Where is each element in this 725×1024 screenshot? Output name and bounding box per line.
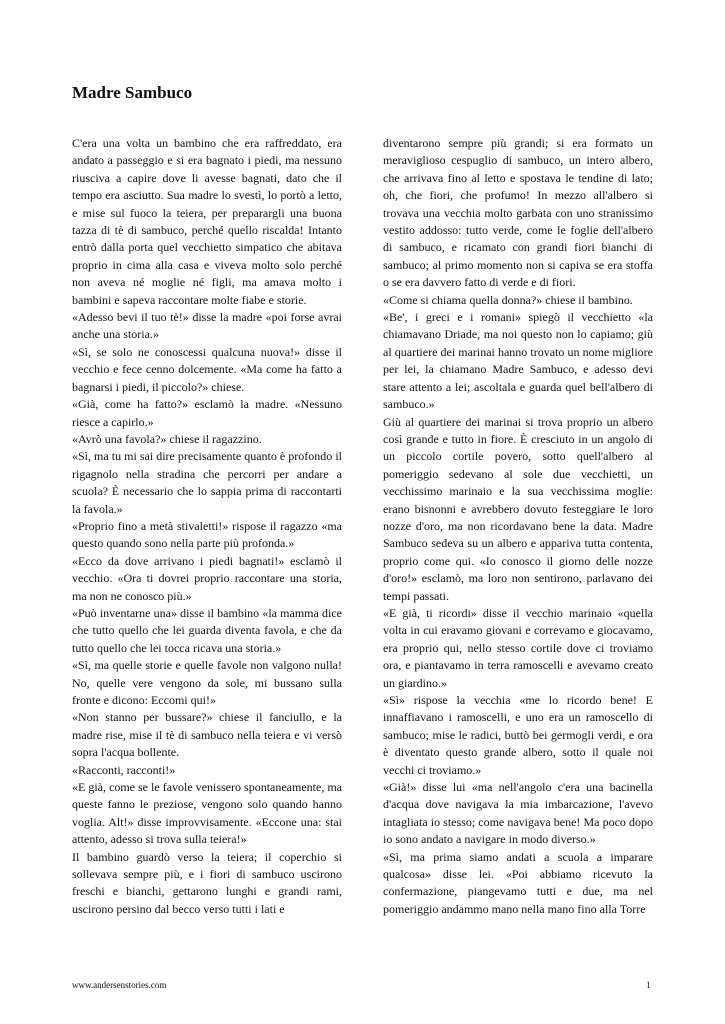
page-title: Madre Sambuco (72, 83, 193, 102)
paragraph: «Racconti, racconti!» (72, 762, 176, 777)
paragraph: «Sì, ma prima siamo andati a scuola a imparare qualcosa» disse lei. «Poi abbiamo ricevuto la confermazione, piangevamo tutti e due, ma nel pomeriggio andammo mano nella mano fino alla Torre (383, 849, 653, 916)
page-number: 1 (646, 980, 651, 990)
paragraph: diventarono sempre più grandi; si era formato un meraviglioso cespuglio di sambuco, un intero albero, che arrivava fino al letto e spostava le tendine di lato; oh, che fiori, che profumo! In mezzo all'albero si trovava una vecchia molto garbata con uno stranissimo vestito addosso: tutto verde, come le foglie dell'albero di sambuco, e ricamato con grandi fiori bianchi di sambuco; al primo momento non si capiva se era stoffa o se era davvero fatto di verde e di fiori. (383, 136, 653, 290)
right-column (383, 135, 653, 925)
paragraph: «Avrò una favola?» chiese il ragazzino. (72, 431, 262, 446)
paragraph: Il bambino guardò verso la teiera; il coperchio si sollevava sempre più, e i fiori di sambuco uscirono freschi e bianchi, gettarono lunghi e grandi rami, uscirono persino dal becco verso tutti i lati e (72, 849, 342, 916)
paragraph: «Sì, se solo ne conoscessi qualcuna nuova!» disse il vecchio e fece cenno dolcemente. «Ma come ha fatto a bagnarsi i piedi, il piccolo?» chiese. (72, 344, 342, 394)
paragraph: «Be', i greci e i romani» spiegò il vecchietto «la chiamavano Driade, ma noi questo non lo capiamo; giù al quartiere dei marinai hanno trovato un nome migliore per lei, la chiamano Madre Sambuco, e adesso devi stare attento a lei; ascoltala e guarda quel bell'albero di sambuco.» (383, 310, 653, 412)
paragraph: «Come si chiama quella donna?» chiese il bambino. (383, 292, 633, 307)
paragraph: «Sì, ma quelle storie e quelle favole non valgono nulla! No, quelle vere vengono da sole, mi bussano sulla fronte e dicono: Eccomi qui!» (72, 658, 342, 707)
footer-website: www.andersenstories.com (72, 980, 167, 990)
paragraph: «Già!» disse lui «ma nell'angolo c'era una bacinella d'acqua dove navigava la mia imbarcazione, l'avevo intagliata io stesso; come navigava bene! Ma poco dopo io sono andato a navigare in modo diverso.» (383, 780, 653, 847)
paragraph: «E già, ti ricordi» disse il vecchio marinaio «quella volta in cui eravamo giovani e correvamo e giocavamo, era proprio qui, nello stesso cortile dove ci troviamo ora, e piantavamo in terra ramoscelli e avevamo creato un giardino.» (383, 605, 653, 690)
left-column (72, 135, 342, 925)
paragraph: «Adesso bevi il tuo tè!» disse la madre «poi forse avrai anche una storia.» (72, 310, 342, 342)
paragraph: «Già, come ha fatto?» esclamò la madre. «Nessuno riesce a capirlo.» (72, 397, 342, 429)
paragraph: «Proprio fino a metà stivaletti!» rispose il ragazzo «ma questo quando sono nella parte più profonda.» (72, 518, 342, 551)
paragraph: «Sì» rispose la vecchia «me lo ricordo bene! E innaffiavano i ramoscelli, e uno era un ramoscello di sambuco; mise le radici, buttò bei germogli verdi, e ora è diventato questo grande albero, sotto il quale noi vecchi ci troviamo.» (383, 693, 653, 777)
paragraph: «Ecco da dove arrivano i piedi bagnati!» esclamò il vecchio. «Ora ti dovrei proprio raccontare una storia, ma non ne conosco più.» (72, 553, 342, 603)
paragraph: «Può inventarne una» disse il bambino «la mamma dice che tutto quello che lei guarda diventa favola, e che da tutto quello che lei tocca ricava una storia.» (72, 605, 342, 655)
paragraph: «Sì, ma tu mi sai dire precisamente quanto è profondo il rigagnolo nella stradina che percorri per andare a scuola? È necessario che lo sappia prima di raccontarti la favola.» (72, 449, 342, 516)
paragraph: Giù al quartiere dei marinai si trova proprio un albero così grande e tutto in fiore. È cresciuto in un angolo di un piccolo cortile povero, sotto quell'albero al pomeriggio sedevano al sole due vecchietti, un vecchissimo marinaio e la sua vecchissima moglie: erano bisnonni e avrebbero dovuto festeggiare le loro nozze d'oro, ma non ricordavano bene la data. Madre Sambuco sedeva su un albero e appariva tutta contenta, proprio come qui. «Io conosco il giorno delle nozze d'oro!» esclamò, ma loro non sentirono, parlavano dei tempi passati. (383, 414, 653, 603)
paragraph: C'era una volta un bambino che era raffreddato, era andato a passeggio e si era bagnato i piedi, ma nessuno riusciva a capire dove li avesse bagnati, dato che il tempo era asciutto. Sua madre lo svestì, lo portò a letto, e mise sul fuoco la teiera, per preparargli una buona tazza di tè di sambuco, perché quello riscalda! Intanto entrò dalla porta quel vecchietto simpatico che abitava proprio in cima alla casa e viveva molto solo perché non aveva né moglie né figli, ma amava molto i bambini e sapeva raccontare molte fiabe e storie. (72, 136, 342, 307)
paragraph: «E già, come se le favole venissero spontaneamente, ma queste fanno le preziose, vengono solo quando hanno voglia. Alt!» disse improvvisamente. «Eccone una: stai attento, adesso si trova sulla teiera!» (72, 780, 342, 847)
paragraph: «Non stanno per bussare?» chiese il fanciullo, e la madre rise, mise il tè di sambuco nella teiera e vi versò sopra l'acqua bollente. (72, 710, 342, 760)
